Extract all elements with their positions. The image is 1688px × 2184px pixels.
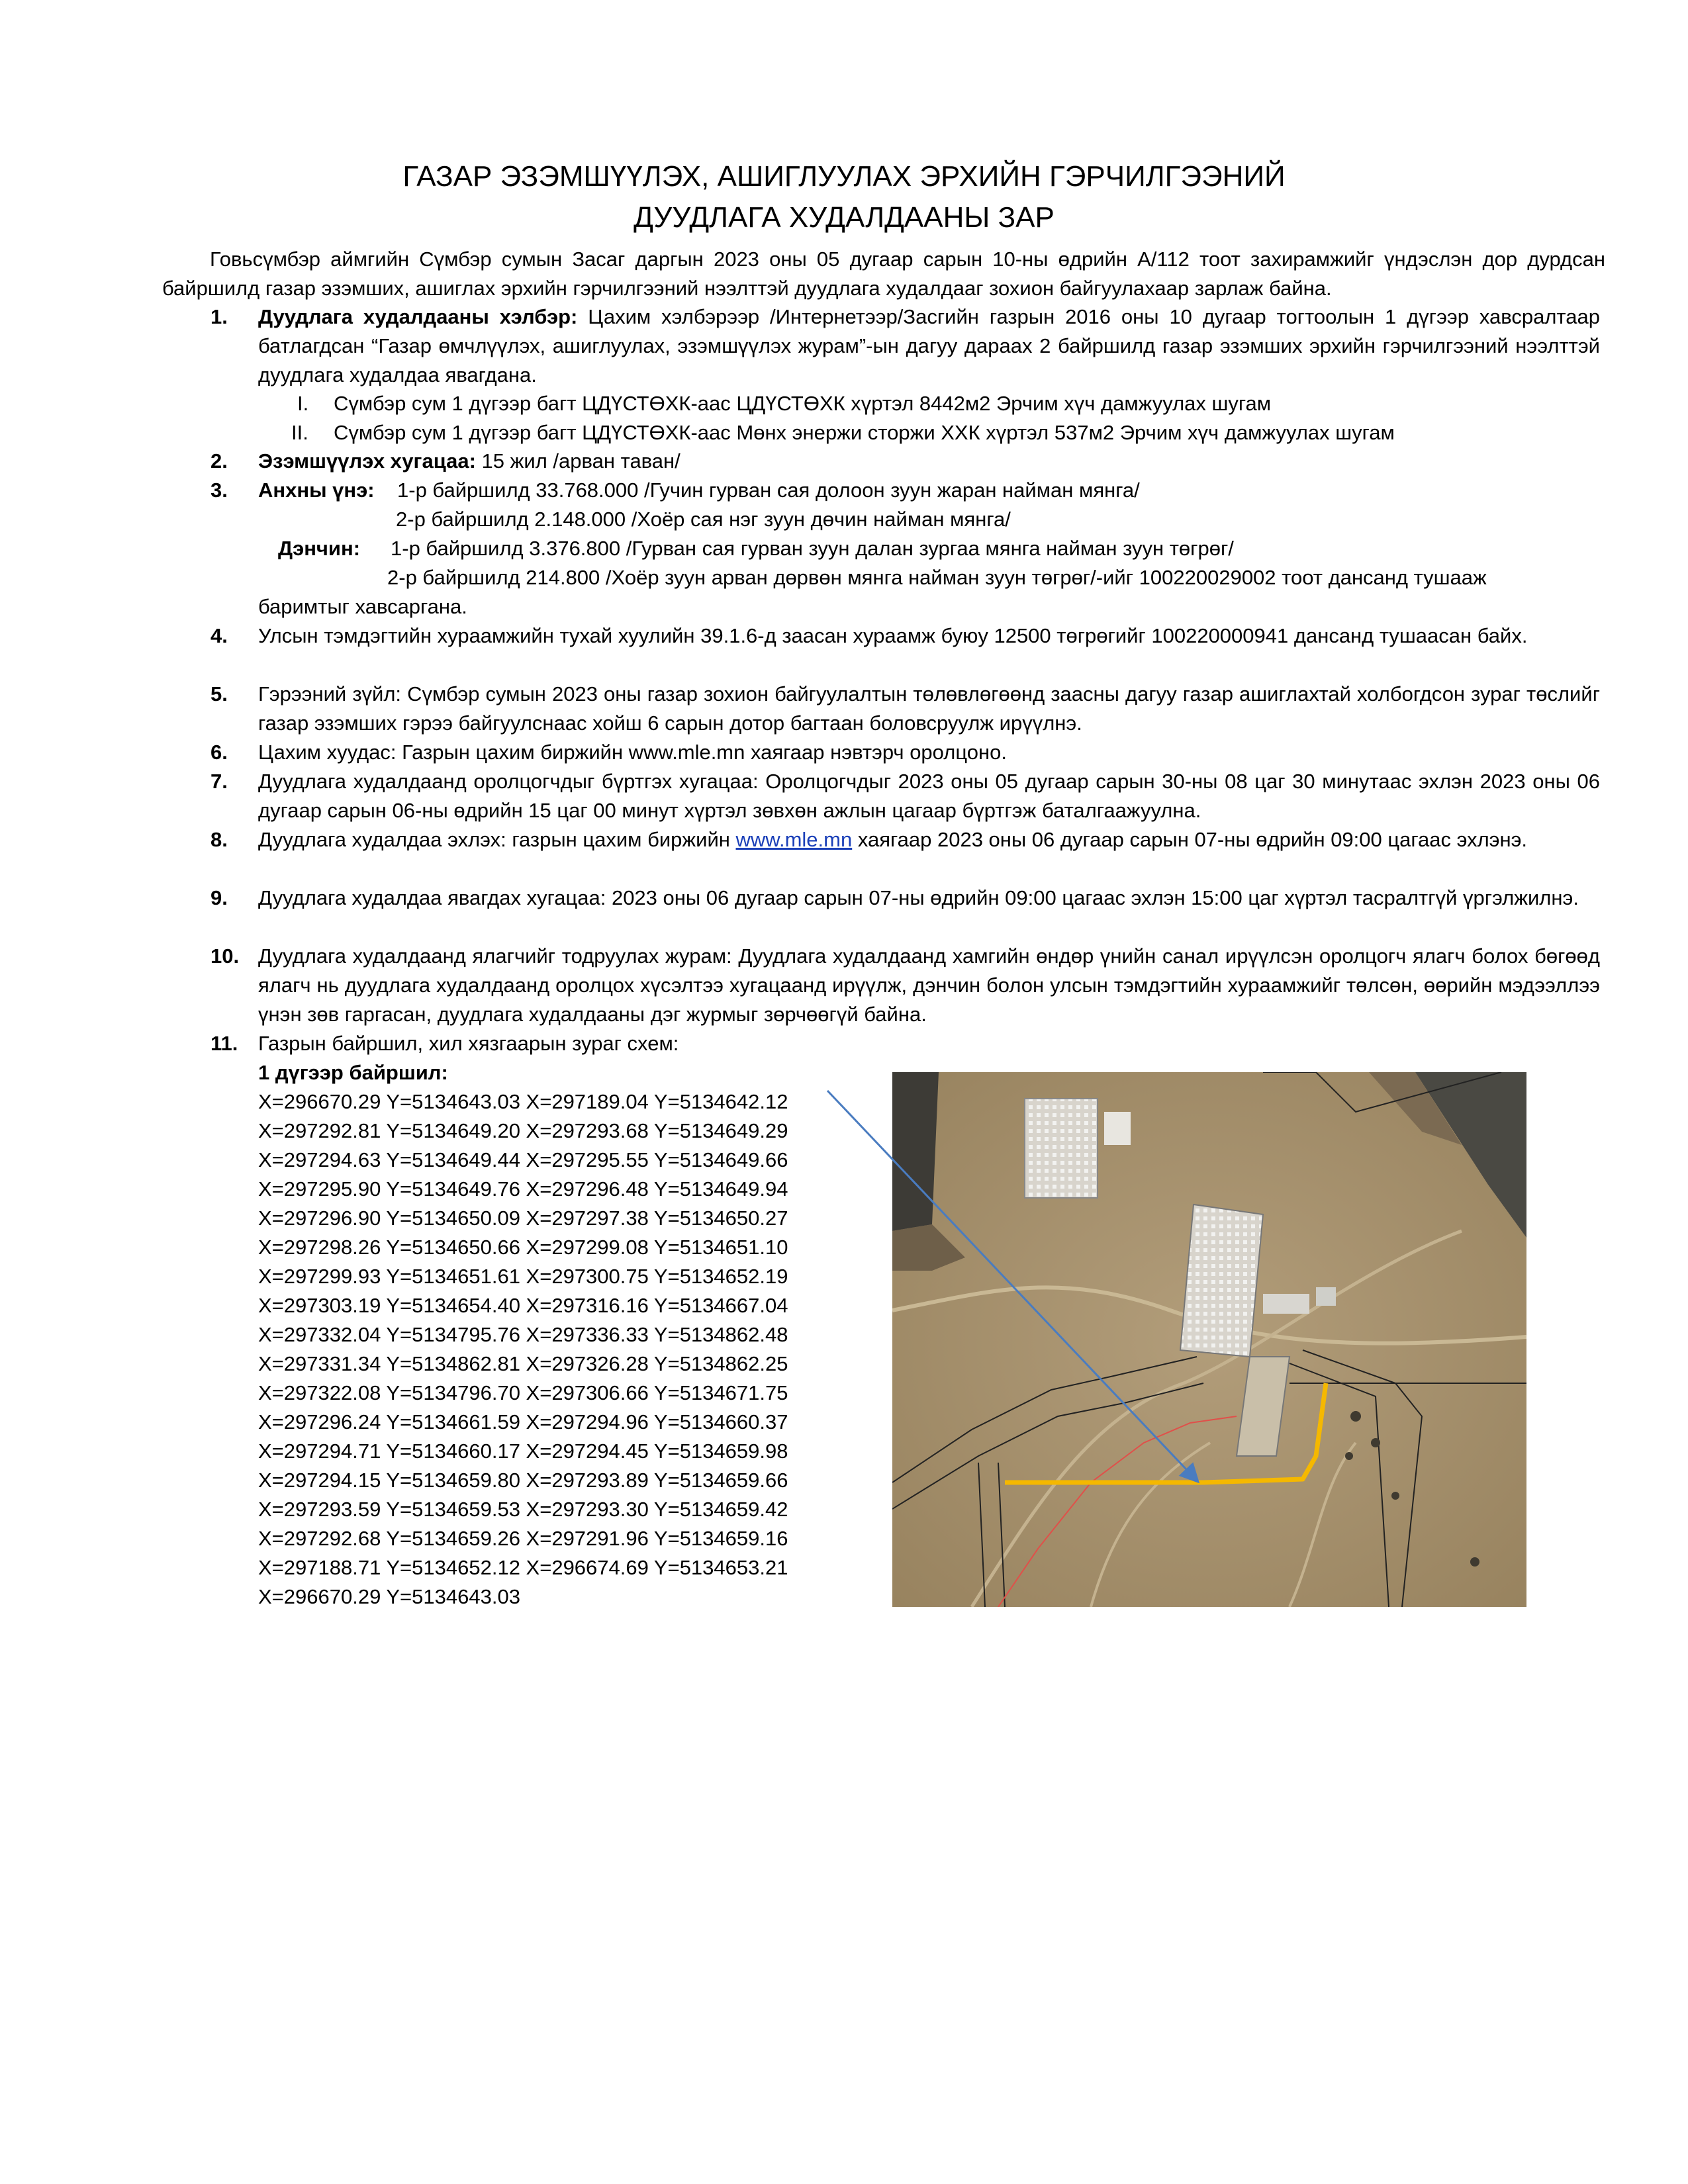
coordinate-row: X=297331.34 Y=5134862.81 X=297326.28 Y=5134862.25: [258, 1352, 788, 1375]
item-label: Эзэмшүүлэх хугацаа:: [258, 449, 476, 473]
list-item-11: [211, 1029, 1600, 1058]
item-text: Дуудлага худалдаа эхлэх: газрын цахим биржийн: [258, 828, 736, 851]
coordinate-row: X=297303.19 Y=5134654.40 X=297316.16 Y=5134667.04: [258, 1294, 788, 1317]
sublist-number-1: I.: [297, 392, 309, 415]
list-item-10: [211, 942, 1600, 1029]
coordinate-row: X=297294.71 Y=5134660.17 X=297294.45 Y=5134659.98: [258, 1439, 788, 1463]
coordinate-row: X=297294.63 Y=5134649.44 X=297295.55 Y=5134649.66: [258, 1148, 788, 1171]
item-text: Дуудлага худалдаанд оролцогчдыг бүртгэх хугацаа: Оролцогчдыг 2023 оны 05 дугаар сарын 30-ны 08 цаг 30 минутаас эхлэн 2023 оны 06 дугаар сарын 06-ны өдрийн 15 цаг 00 минут хүртэл зөвхөн ажлын цагаар бүртгэж баталгаажуулна.: [258, 770, 1600, 822]
coordinate-row: X=297298.26 Y=5134650.66 X=297299.08 Y=5134651.10: [258, 1236, 788, 1259]
list-item-7: [211, 767, 1600, 825]
coordinate-row: X=297294.15 Y=5134659.80 X=297293.89 Y=5134659.66: [258, 1469, 788, 1492]
coordinate-row: X=297188.71 Y=5134652.12 X=296674.69 Y=5134653.21: [258, 1556, 788, 1579]
item-text-continued: хаягаар 2023 оны 06 дугаар сарын 07-ны өдрийн 09:00 цагаас эхлэнэ.: [852, 828, 1528, 851]
initial-price-line-1: 1-р байршилд 33.768.000 /Гучин гурван сая долоон зуун жаран найман мянга/: [397, 478, 1140, 502]
vegetation: [1391, 1492, 1399, 1500]
coordinate-row: X=297332.04 Y=5134795.76 X=297336.33 Y=5134862.48: [258, 1323, 788, 1346]
sublist-text-2: Сүмбэр сум 1 дүгээр багт ЦДҮСТӨХК-аас Мөнх энержи сторжи ХХК хүртэл 537м2 Эрчим хүч дамжуулах шугам: [334, 421, 1395, 444]
building: [1104, 1112, 1131, 1145]
item-number: 3.: [211, 478, 228, 502]
document-title-line-2: ДУУДЛАГА ХУДАЛДААНЫ ЗАР: [633, 201, 1055, 234]
list-item-8: [211, 825, 1600, 854]
coordinate-row: X=297322.08 Y=5134796.70 X=297306.66 Y=5134671.75: [258, 1381, 788, 1404]
deposit-label: Дэнчин:: [278, 537, 361, 560]
coordinate-row: X=297299.93 Y=5134651.61 X=297300.75 Y=5134652.19: [258, 1265, 788, 1288]
deposit-line-1: 1-р байршилд 3.376.800 /Гурван сая гурван зуун далан зургаа мянга найман зуун төгрөг/: [391, 537, 1234, 560]
item-text: Дуудлага худалдаанд ялагчийг тодруулах журам: Дуудлага худалдаанд хамгийн өндөр үнийн санал ирүүлсэн оролцогч ялагч болох бөгөөд ялагч нь дуудлага худалдаанд оролцох хүсэлтээ хугацаанд ирүүлж, дэнчин болон улсын тэмдэгтийн хураамжийг төлсөн, өөрийн мэдээллээ үнэн зөв гаргасан, дуудлага худалдааны дэг журмыг зөрчөөгүй байна.: [258, 944, 1600, 1026]
vegetation: [1350, 1411, 1361, 1422]
sublist-number-2: II.: [291, 421, 308, 444]
item-number: 8.: [211, 828, 228, 851]
item-number: 6.: [211, 741, 228, 764]
item-number: 11.: [211, 1032, 238, 1055]
item-text: Цахим хуудас: Газрын цахим биржийн www.mle.mn хаягаар нэвтэрч оролцоно.: [258, 741, 1007, 764]
list-item-2: [211, 447, 1600, 476]
location-label: 1 дүгээр байршил:: [258, 1061, 448, 1084]
item-text: Дуудлага худалдаа явагдах хугацаа: 2023 оны 06 дугаар сарын 07-ны өдрийн 09:00 цагаас эхлэн 15:00 цаг хүртэл тасралтгүй үргэлжилнэ.: [258, 886, 1579, 909]
dark-field-left: [892, 1072, 939, 1231]
intro-paragraph: Говьсүмбэр аймгийн Сүмбэр сумын Засаг даргын 2023 оны 05 дугаар сарын 10-ны өдрийн А/112 тоот захирамжийг үндэслэн дор дурдсан байршилд газар эзэмших, ашиглах эрхийн гэрчилгээний нээлттэй дуудлага худалдааг зохион байгуулахаар зарлаж байна.: [162, 248, 1605, 300]
map-drawing: [892, 1072, 1526, 1607]
vegetation: [1371, 1438, 1380, 1447]
coordinate-row: X=297295.90 Y=5134649.76 X=297296.48 Y=5134649.94: [258, 1177, 788, 1201]
deposit-line-3: баримтыг хавсаргана.: [258, 595, 467, 618]
coordinates-list: [258, 1087, 854, 1612]
mle-website-link[interactable]: www.mle.mn: [735, 828, 853, 851]
item-text: Улсын тэмдэгтийн хураамжийн тухай хуулийн 39.1.6-д заасан хураамж буюу 12500 төгрөгийг 100220000941 дансанд тушаасан байх.: [258, 624, 1528, 647]
coordinate-row: X=297293.59 Y=5134659.53 X=297293.30 Y=5134659.42: [258, 1498, 788, 1521]
item-number: 7.: [211, 770, 228, 793]
building: [1316, 1287, 1336, 1306]
coordinate-row: X=297292.68 Y=5134659.26 X=297291.96 Y=5134659.16: [258, 1527, 788, 1550]
list-item-9: [211, 884, 1600, 913]
item-number: 5.: [211, 682, 228, 705]
coordinate-row: X=296670.29 Y=5134643.03 X=297189.04 Y=5134642.12: [258, 1090, 788, 1113]
coordinate-row: X=297296.90 Y=5134650.09 X=297297.38 Y=5134650.27: [258, 1206, 788, 1230]
initial-price-line-2: 2-р байршилд 2.148.000 /Хоёр сая нэг зуун дөчин найман мянга/: [396, 508, 1011, 531]
coordinate-row: X=296670.29 Y=5134643.03: [258, 1585, 520, 1608]
item-number: 4.: [211, 624, 228, 647]
initial-price-label: Анхны үнэ:: [258, 478, 375, 502]
document-title-line-1: ГАЗАР ЭЗЭМШҮҮЛЭХ, АШИГЛУУЛАХ ЭРХИЙН ГЭРЧИЛГЭЭНИЙ: [402, 160, 1286, 193]
item-text: Цахим хэлбэрээр /Интернетээр/Засгийн газрын 2016 оны 10 дугаар тогтоолын 1 дүгээр хавсралтаар батлагдсан “Газар өмчлүүлэх, ашиглуулах, эзэмшүүлэх журам”-ын дагуу дараах 2 байршилд газар эзэмших эрхийн гэрчилгээний нээлттэй дуудлага худалдаа явагдана.: [258, 305, 1600, 387]
coordinate-row: X=297296.24 Y=5134661.59 X=297294.96 Y=5134660.37: [258, 1410, 788, 1433]
deposit-line-2: 2-р байршилд 214.800 /Хоёр зуун арван дөрвөн мянга найман зуун төгрөг/-ийг 100220029002 тоот дансанд тушааж: [387, 566, 1487, 589]
item-number: 9.: [211, 886, 228, 909]
item-number: 2.: [211, 449, 228, 473]
building: [1263, 1294, 1309, 1314]
compound-north: [1025, 1099, 1098, 1198]
vegetation: [1470, 1557, 1479, 1567]
compound-main: [1180, 1205, 1263, 1357]
list-item-1: [211, 302, 1600, 390]
coordinate-row: X=297292.81 Y=5134649.20 X=297293.68 Y=5134649.29: [258, 1119, 788, 1142]
item-text: 15 жил /арван таван/: [475, 449, 680, 473]
item-text: Гэрээний зүйл: Сүмбэр сумын 2023 оны газар зохион байгуулалтын төлөвлөгөөнд заасны дагуу газар ашиглахтай холбогдсон зураг төслийг газар эзэмших гэрээ байгуулснаас хойш 6 сарын дотор багтаан боловсруулж ирүүлнэ.: [258, 682, 1600, 735]
list-item-6: [211, 738, 1600, 767]
item-number: 1.: [211, 305, 228, 328]
item-number: 10.: [211, 944, 240, 968]
item-text: Газрын байршил, хил хязгаарын зураг схем:: [258, 1032, 679, 1055]
sublist-text-1: Сүмбэр сум 1 дүгээр багт ЦДҮСТӨХК-аас ЦДҮСТӨХК хүртэл 8442м2 Эрчим хүч дамжуулах шугам: [334, 392, 1272, 415]
satellite-map-image: [892, 1072, 1526, 1607]
item-label: Дуудлага худалдааны хэлбэр:: [258, 305, 578, 328]
vegetation: [1345, 1452, 1353, 1460]
list-item-5: [211, 680, 1600, 738]
list-item-4: [211, 621, 1600, 651]
